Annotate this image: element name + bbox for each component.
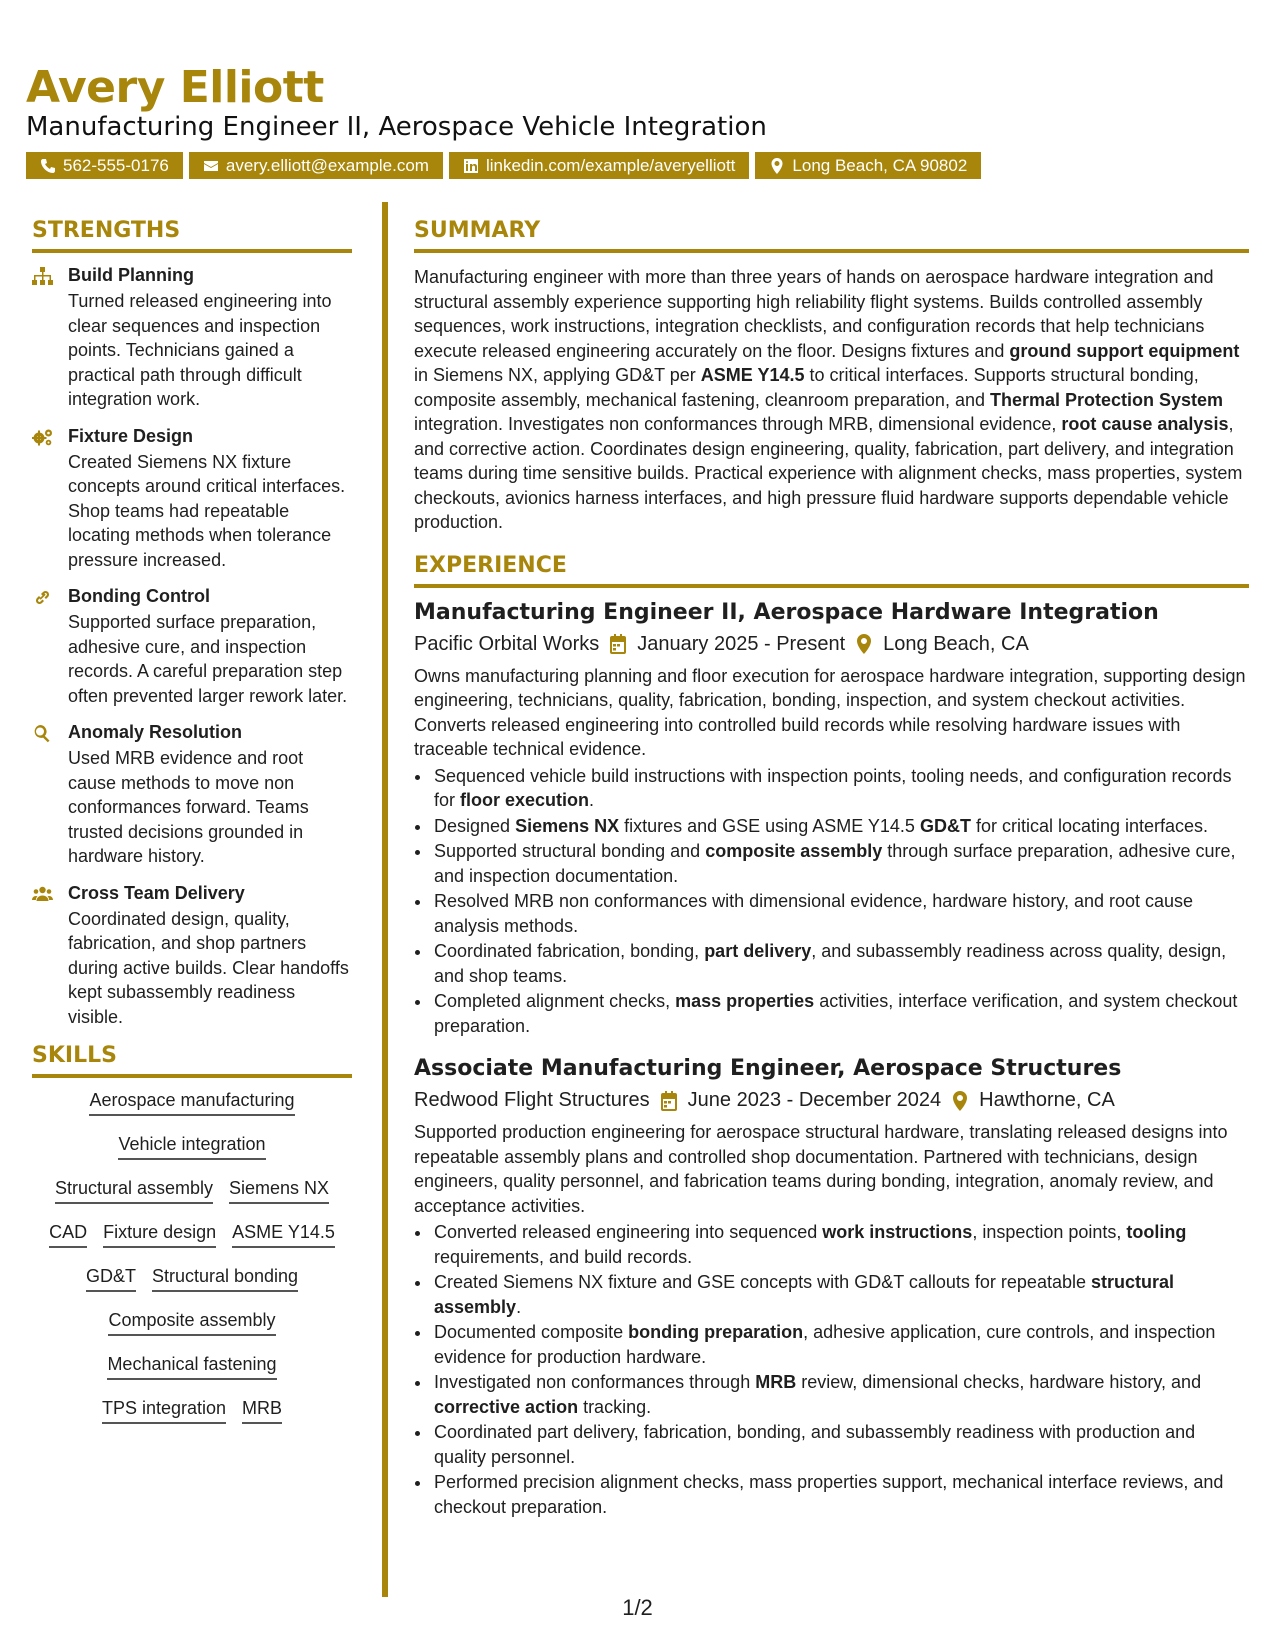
strength-title: Cross Team Delivery xyxy=(68,882,245,903)
job-company: Redwood Flight Structures xyxy=(414,1089,650,1111)
job-dates: June 2023 - December 2024 xyxy=(687,1089,942,1111)
job-bullet: • Sequenced vehicle build instructions with inspection points, tooling needs, and configuration records for floor execution. xyxy=(432,764,1249,813)
job-bullet: • Created Siemens NX fixture and GSE concepts with GD&T callouts for repeatable structural assembly. xyxy=(432,1270,1249,1319)
magnifier-icon xyxy=(32,724,53,743)
summary-text: Manufacturing engineer with more than three years of hands on aerospace hardware integration and structural assembly experience supporting high reliability flight systems. Builds controlled assembly sequences, work instructions, integration checklists, and configuration records that help technicians execute released engineering accurately on the floor. Designs fixtures and ground support equipment in Siemens NX, applying GD&T per ASME Y14.5 to critical interfaces. Supports structural bonding, composite assembly, mechanical fastening, cleanroom preparation, and Thermal Protection System integration. Investigates non conformances through MRB, dimensional evidence, root cause analysis, and corrective action. Coordinates design engineering, quality, fabrication, part delivery, and integration teams during time sensitive builds. Practical experience with alignment checks, mass properties, system checkouts, avionics harness interfaces, and high pressure fluid hardware supports dependable vehicle production. xyxy=(414,267,1243,532)
job-title: Manufacturing Engineer II, Aerospace Hardware Integration xyxy=(414,599,1159,625)
users-icon xyxy=(32,885,53,904)
job-meta xyxy=(414,633,1249,656)
skill-row xyxy=(32,1090,352,1116)
contact-location[interactable] xyxy=(755,152,981,179)
strength-title: Anomaly Resolution xyxy=(68,722,243,742)
experience-heading: EXPERIENCE xyxy=(414,553,1249,588)
strength-title: Bonding Control xyxy=(68,586,210,606)
skill-tag: MRB xyxy=(242,1398,282,1424)
candidate-title: Manufacturing Engineer II, Aerospace Vehicle Integration xyxy=(26,112,767,142)
location-pin-icon xyxy=(855,634,873,654)
page-number: 1/2 xyxy=(622,1595,653,1620)
job-meta xyxy=(414,1089,1249,1112)
envelope-icon xyxy=(203,158,219,174)
job-entry xyxy=(414,1056,1249,1519)
skill-tag: Fixture design xyxy=(103,1222,216,1248)
skill-tag: GD&T xyxy=(86,1266,136,1292)
strength-title: Build Planning xyxy=(68,265,194,285)
strength-desc: Coordinated design, quality, fabrication, and shop partners during active builds. Clear handoffs kept subassembly readiness visible. xyxy=(68,908,349,1027)
skill-tag: Vehicle integration xyxy=(118,1134,265,1160)
candidate-name: Avery Elliott xyxy=(26,62,324,113)
contact-location-text: Long Beach, CA 90802 xyxy=(792,155,968,175)
skill-tag: Mechanical fastening xyxy=(107,1354,276,1380)
skill-row xyxy=(32,1398,352,1424)
job-dates: January 2025 - Present xyxy=(637,632,846,655)
job-description: Owns manufacturing planning and floor execution for aerospace hardware integration, supporting design engineering, technicians, quality, fabrication, bonding, inspection, and system checkout activities. Converts released engineering into controlled build records while resolving hardware issues with traceable technical evidence. xyxy=(414,665,1246,759)
strength-item xyxy=(32,265,352,412)
job-bullet: • Resolved MRB non conformances with dimensional evidence, hardware history, and root cause analysis methods. xyxy=(432,889,1249,938)
job-title: Associate Manufacturing Engineer, Aerospace Structures xyxy=(414,1056,1122,1081)
skill-tag: Structural bonding xyxy=(152,1266,298,1292)
skill-tag: Structural assembly xyxy=(55,1178,213,1204)
job-bullet: • Coordinated part delivery, fabrication, bonding, and subassembly readiness with production and quality personnel. xyxy=(432,1420,1249,1469)
link-icon xyxy=(32,588,53,607)
strength-item xyxy=(32,883,352,1030)
contact-phone[interactable] xyxy=(26,152,183,179)
contact-linkedin-text: linkedin.com/example/averyelliott xyxy=(485,155,736,175)
skills-list xyxy=(32,1090,352,1424)
job-entry xyxy=(414,600,1249,1039)
skill-row xyxy=(32,1178,352,1204)
strength-desc: Turned released engineering into clear sequences and inspection points. Technicians gained a practical path through difficult integration work. xyxy=(68,291,332,409)
job-location: Long Beach, CA xyxy=(883,632,1029,655)
phone-icon xyxy=(40,158,56,174)
job-bullet: • Designed Siemens NX fixtures and GSE using ASME Y14.5 GD&T for critical locating interfaces. xyxy=(432,814,1249,839)
job-description: Supported production engineering for aerospace structural hardware, translating released designs into repeatable assembly plans and controlled shop documentation. Partnered with technicians, design engineers, quality personnel, and fabrication teams during bonding, integration, anomaly review, and acceptance activities. xyxy=(414,1122,1228,1216)
skill-tag: Siemens NX xyxy=(229,1178,329,1204)
strengths-heading: STRENGTHS xyxy=(32,218,352,253)
skills-heading: SKILLS xyxy=(32,1043,352,1078)
job-location: Hawthorne, CA xyxy=(979,1089,1115,1111)
calendar-icon xyxy=(660,1091,678,1111)
skill-tag: CAD xyxy=(49,1222,87,1248)
job-bullet: • Converted released engineering into sequenced work instructions, inspection points, tooling requirements, and build records. xyxy=(432,1220,1249,1269)
strength-title: Fixture Design xyxy=(68,425,194,446)
strength-item xyxy=(32,426,352,573)
job-bullet: • Coordinated fabrication, bonding, part delivery, and subassembly readiness across quality, design, and shop teams. xyxy=(432,939,1249,988)
job-company: Pacific Orbital Works xyxy=(414,632,600,655)
right-column xyxy=(414,218,1249,1537)
skill-tag: Aerospace manufacturing xyxy=(89,1090,294,1116)
job-bullet: • Performed precision alignment checks, mass properties support, mechanical interface reviews, and checkout preparation. xyxy=(432,1470,1249,1519)
location-pin-icon xyxy=(951,1091,969,1111)
strength-item xyxy=(32,722,352,869)
contact-phone-text: 562-555-0176 xyxy=(63,155,169,175)
location-pin-icon xyxy=(769,158,785,174)
strength-desc: Supported surface preparation, adhesive cure, and inspection records. A careful preparation step often prevented larger rework later. xyxy=(68,612,348,706)
contact-email[interactable] xyxy=(189,152,443,179)
column-divider xyxy=(382,202,388,1597)
linkedin-icon xyxy=(463,158,479,174)
sitemap-icon xyxy=(32,267,53,286)
job-bullets xyxy=(432,764,1249,1039)
left-column xyxy=(32,218,352,1442)
strength-desc: Created Siemens NX fixture concepts around critical interfaces. Shop teams had repeatable locating methods when tolerance pressure increased. xyxy=(68,451,346,570)
contact-bar xyxy=(26,152,981,179)
experience-list xyxy=(414,600,1249,1520)
job-bullet: • Investigated non conformances through MRB review, dimensional checks, hardware history, and corrective action tracking. xyxy=(432,1370,1249,1419)
skill-tag: ASME Y14.5 xyxy=(232,1222,335,1248)
strength-desc: Used MRB evidence and root cause methods to move non conformances forward. Teams trusted decisions grounded in hardware history. xyxy=(68,748,309,866)
skill-row xyxy=(32,1266,352,1292)
skill-tag: Composite assembly xyxy=(108,1310,275,1336)
skill-row xyxy=(32,1310,352,1336)
skill-row xyxy=(32,1134,352,1160)
calendar-icon xyxy=(609,634,627,654)
summary-heading: SUMMARY xyxy=(414,218,1249,253)
job-bullet: • Supported structural bonding and composite assembly through surface preparation, adhesive cure, and inspection documentation. xyxy=(432,839,1249,888)
skill-row xyxy=(32,1354,352,1380)
skill-row xyxy=(32,1222,352,1248)
job-bullet: • Completed alignment checks, mass properties activities, interface verification, and system checkout preparation. xyxy=(432,989,1249,1038)
contact-linkedin[interactable] xyxy=(449,152,749,179)
job-bullets xyxy=(432,1220,1249,1519)
strength-item xyxy=(32,586,352,708)
skill-tag: TPS integration xyxy=(102,1398,226,1424)
gears-icon xyxy=(32,428,53,447)
contact-email-text: avery.elliott@example.com xyxy=(225,155,429,175)
job-bullet: • Documented composite bonding preparation, adhesive application, cure controls, and inspection evidence for production hardware. xyxy=(432,1320,1249,1369)
